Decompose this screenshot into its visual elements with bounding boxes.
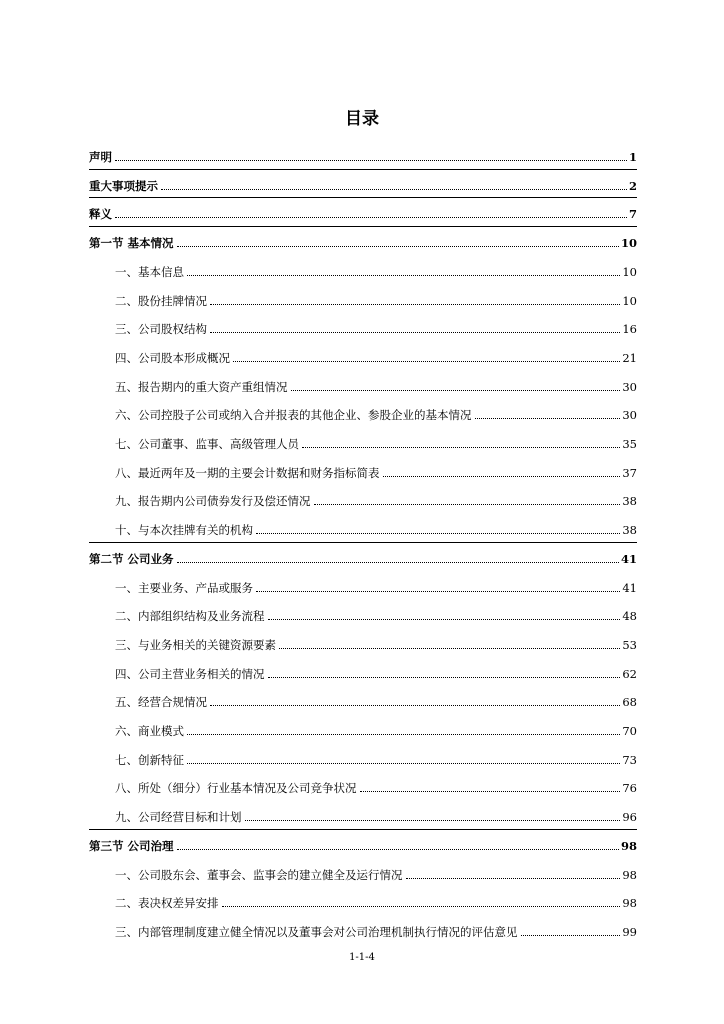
toc-entry-page-number: 38 [622, 523, 637, 538]
toc-entry-label: 四、公司主营业务相关的情况 [115, 666, 265, 681]
toc-entry-page-number: 30 [622, 408, 637, 423]
toc-subsection-entry[interactable] [89, 375, 637, 395]
toc-section-entry[interactable] [89, 547, 637, 567]
toc-section-entry[interactable] [89, 834, 637, 854]
toc-entry-label: 五、报告期内的重大资产重组情况 [115, 379, 288, 394]
dot-leader [291, 390, 621, 391]
dot-leader [210, 705, 620, 706]
toc-subsection-entry[interactable] [89, 690, 637, 710]
toc-subsection-entry[interactable] [89, 805, 637, 825]
toc-entry-page-number: 76 [622, 781, 637, 796]
dot-leader [177, 246, 619, 247]
toc-entry-label: 重大事项提示 [89, 178, 158, 193]
toc-entry-label: 一、基本信息 [115, 264, 184, 279]
dot-leader [187, 275, 620, 276]
toc-subsection-entry[interactable] [89, 748, 637, 768]
dot-leader [177, 849, 619, 850]
dot-leader [187, 734, 620, 735]
toc-entry-label: 八、所处（细分）行业基本情况及公司竞争状况 [115, 781, 357, 796]
toc-entry-page-number: 98 [620, 838, 637, 853]
toc-entry-page-number: 38 [622, 494, 637, 509]
toc-entry-page-number: 30 [622, 379, 637, 394]
dot-leader [245, 820, 621, 821]
toc-entry-label: 十、与本次挂牌有关的机构 [115, 523, 253, 538]
dot-leader [268, 677, 621, 678]
dot-leader [406, 878, 621, 879]
toc-subsection-entry[interactable] [89, 518, 637, 538]
toc-subsection-entry[interactable] [89, 346, 637, 366]
toc-subsection-entry[interactable] [89, 289, 637, 309]
section-separator [89, 197, 637, 198]
toc-entry-page-number: 48 [622, 609, 637, 624]
toc-section-entry[interactable] [89, 231, 637, 251]
toc-entry-label: 一、主要业务、产品或服务 [115, 580, 253, 595]
toc-subsection-entry[interactable] [89, 461, 637, 481]
toc-entry-page-number: 10 [620, 236, 637, 251]
toc-entry-label: 六、公司控股子公司或纳入合并报表的其他企业、参股企业的基本情况 [115, 408, 472, 423]
dot-leader [256, 533, 620, 534]
dot-leader [210, 332, 620, 333]
toc-entry-label: 第三节 公司治理 [89, 838, 174, 853]
section-separator [89, 829, 637, 830]
toc-entry-label: 声明 [89, 150, 112, 164]
dot-leader [521, 935, 621, 936]
toc-entry-page-number: 70 [622, 724, 637, 738]
toc-subsection-entry[interactable] [89, 863, 637, 883]
toc-entry-page-number: 41 [620, 551, 637, 566]
toc-entry-label: 三、内部管理制度建立健全情况以及董事会对公司治理机制执行情况的评估意见 [115, 924, 518, 939]
toc-entry-page-number: 21 [622, 350, 637, 365]
toc-entry-label: 七、公司董事、监事、高级管理人员 [115, 437, 299, 451]
toc-subsection-entry[interactable] [89, 662, 637, 682]
dot-leader [268, 619, 621, 620]
dot-leader [360, 791, 621, 792]
dot-leader [475, 418, 621, 419]
dot-leader [302, 447, 620, 448]
dot-leader [314, 504, 621, 505]
dot-leader [222, 906, 621, 907]
dot-leader [115, 160, 627, 161]
toc-entry-label: 八、最近两年及一期的主要会计数据和财务指标简表 [115, 465, 380, 480]
toc-section-entry[interactable] [89, 145, 637, 165]
toc-subsection-entry[interactable] [89, 604, 637, 624]
section-separator [89, 542, 637, 543]
dot-leader [256, 591, 620, 592]
toc-subsection-entry[interactable] [89, 403, 637, 423]
toc-subsection-entry[interactable] [89, 776, 637, 796]
toc-entry-label: 五、经营合规情况 [115, 695, 207, 710]
dot-leader [161, 189, 627, 190]
dot-leader [177, 562, 619, 563]
toc-title: 目录 [345, 109, 379, 129]
toc-entry-page-number: 73 [622, 752, 637, 767]
dot-leader [210, 304, 620, 305]
toc-subsection-entry[interactable] [89, 719, 637, 739]
toc-entry-label: 释义 [89, 207, 112, 222]
toc-entry-page-number: 1 [628, 150, 637, 164]
toc-entry-label: 二、内部组织结构及业务流程 [115, 609, 265, 624]
toc-entry-page-number: 35 [622, 437, 637, 451]
dot-leader [187, 763, 620, 764]
dot-leader [383, 476, 621, 477]
toc-entry-label: 九、公司经营目标和计划 [115, 810, 242, 825]
toc-subsection-entry[interactable] [89, 920, 637, 940]
toc-subsection-entry[interactable] [89, 576, 637, 596]
toc-entry-page-number: 62 [622, 666, 637, 681]
section-separator [89, 226, 637, 227]
toc-subsection-entry[interactable] [89, 489, 637, 509]
toc-subsection-entry[interactable] [89, 891, 637, 911]
page-footer: 1-1-4 [349, 952, 375, 963]
toc-entry-label: 六、商业模式 [115, 724, 184, 738]
toc-entry-page-number: 2 [628, 178, 637, 193]
toc-entry-page-number: 99 [622, 924, 637, 939]
toc-entry-label: 三、与业务相关的关键资源要素 [115, 637, 276, 652]
toc-section-entry[interactable] [89, 202, 637, 222]
toc-subsection-entry[interactable] [89, 260, 637, 280]
toc-entry-page-number: 98 [622, 896, 637, 911]
toc-entry-page-number: 68 [622, 695, 637, 710]
toc-entry-label: 一、公司股东会、董事会、监事会的建立健全及运行情况 [115, 867, 403, 882]
toc-entry-label: 二、表决权差异安排 [115, 896, 219, 911]
toc-entry-page-number: 37 [622, 465, 637, 480]
dot-leader [115, 217, 627, 218]
toc-entry-label: 第一节 基本情况 [89, 236, 174, 251]
dot-leader [233, 361, 620, 362]
toc-entry-label: 三、公司股权结构 [115, 322, 207, 337]
toc-entry-page-number: 10 [622, 264, 637, 279]
toc-entry-label: 四、公司股本形成概况 [115, 350, 230, 365]
toc-subsection-entry[interactable] [89, 317, 637, 337]
toc-entry-label: 第二节 公司业务 [89, 551, 174, 566]
toc-subsection-entry[interactable] [89, 633, 637, 653]
toc-entry-label: 七、创新特征 [115, 752, 184, 767]
toc-section-entry[interactable] [89, 174, 637, 194]
section-separator [89, 169, 637, 170]
toc-entry-page-number: 41 [622, 580, 637, 595]
toc-entry-page-number: 16 [622, 322, 637, 337]
toc-entry-label: 二、股份挂牌情况 [115, 293, 207, 308]
toc-entry-page-number: 7 [628, 207, 637, 222]
toc-subsection-entry[interactable] [89, 432, 637, 452]
toc-entry-page-number: 96 [622, 810, 637, 825]
toc-entry-label: 九、报告期内公司债券发行及偿还情况 [115, 494, 311, 509]
dot-leader [279, 648, 620, 649]
toc-entry-page-number: 53 [622, 637, 637, 652]
toc-entry-page-number: 98 [622, 867, 637, 882]
toc-entry-page-number: 10 [622, 293, 637, 308]
